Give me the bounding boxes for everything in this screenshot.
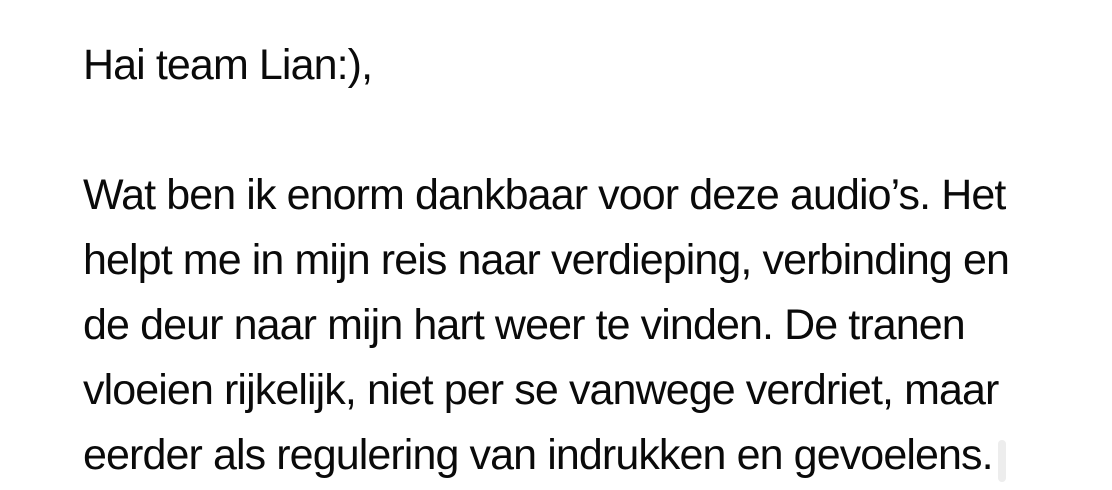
- email-content: [83, 33, 1082, 488]
- faded-text-caret: [998, 440, 1006, 482]
- email-text-line: eerder als regulering van indrukken en gevoelens.: [83, 431, 993, 479]
- email-text-line: Wat ben ik enorm dankbaar voor deze audio’s. Het: [83, 171, 1006, 219]
- email-paragraph: [83, 163, 1082, 488]
- email-text-line: helpt me in mijn reis naar verdieping, verbinding en: [83, 236, 1010, 284]
- email-text-line: de deur naar mijn hart weer te vinden. De tranen: [83, 301, 965, 349]
- email-greeting: Hai team Lian:),: [83, 41, 373, 89]
- email-text-line: vloeien rijkelijk, niet per se vanwege verdriet, maar: [83, 366, 999, 414]
